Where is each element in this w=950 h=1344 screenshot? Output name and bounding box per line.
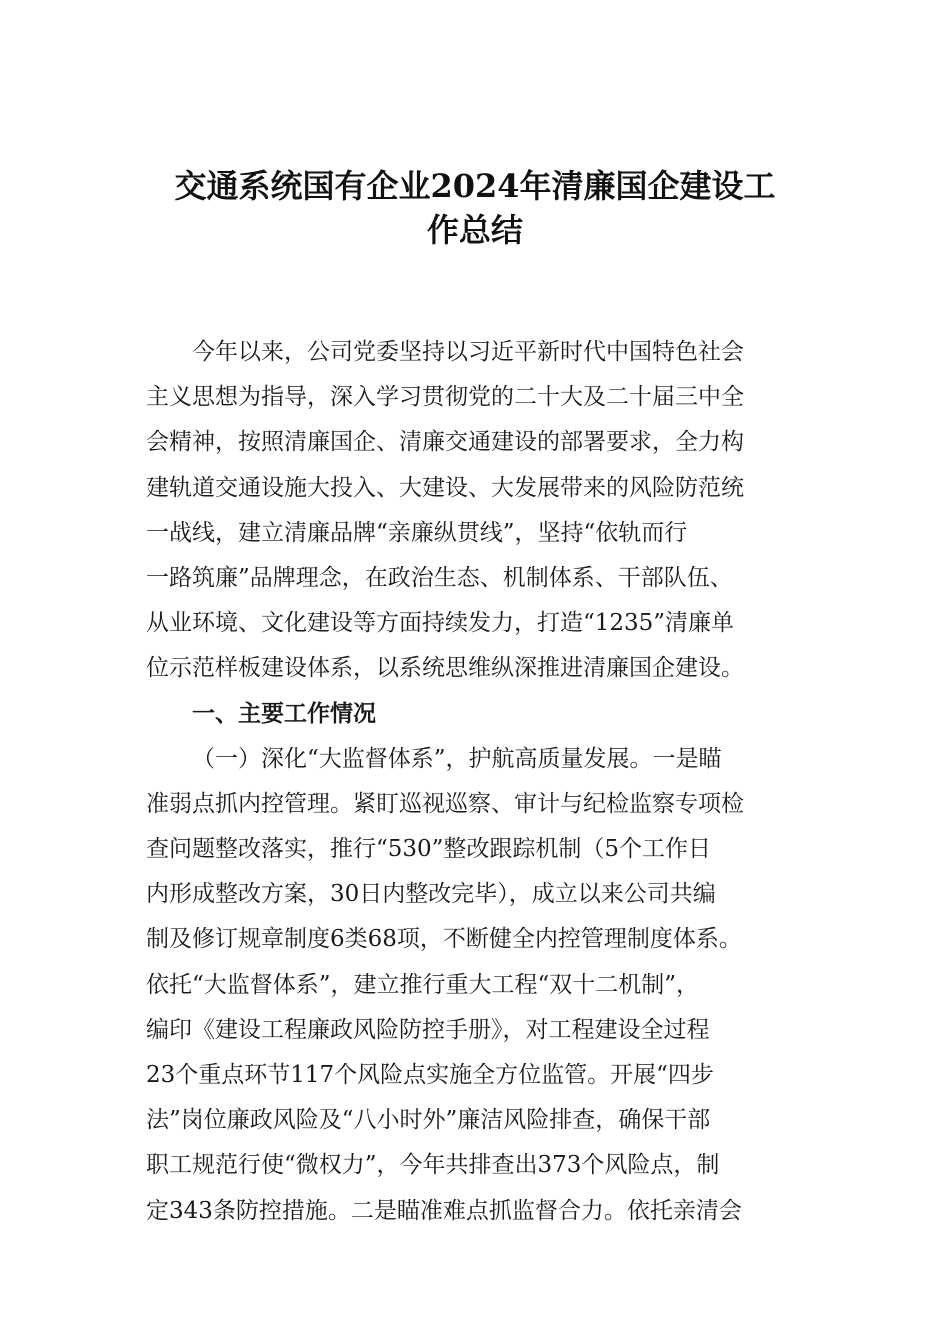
- paragraph-1-line-5: 一战线，建立清廉品牌“亲廉纵贯线”，坚持“依轨而行: [146, 519, 688, 546]
- paragraph-2-line-7: 编印《建设工程廉政风险防控手册》，对工程建设全过程: [146, 1016, 710, 1043]
- paragraph-2-line-1: （一）深化“大监督体系”，护航高质量发展。一是瞄: [192, 745, 722, 772]
- document-title-line-2: 作总结: [426, 211, 523, 249]
- paragraph-1-line-3: 会精神，按照清廉国企、清廉交通建设的部署要求，全力构: [146, 429, 744, 456]
- document-body: [146, 330, 810, 1234]
- document-title-line-1: 交通系统国有企业2024年清廉国企建设工: [174, 167, 776, 205]
- paragraph-2-line-3: 查问题整改落实，推行“530”整改跟踪机制（5个工作日: [146, 836, 712, 863]
- paragraph-1-line-7: 从业环境、文化建设等方面持续发力，打造“1235”清廉单: [146, 610, 735, 637]
- paragraph-1-line-1: 今年以来，公司党委坚持以习近平新时代中国特色社会: [192, 339, 744, 365]
- paragraph-2-line-9: 法”岗位廉政风险及“八小时外”廉洁风险排查，确保干部: [146, 1107, 711, 1134]
- paragraph-2-line-10: 职工规范行使“微权力”，今年共排查出373个风险点，制: [146, 1152, 720, 1179]
- paragraph-1-line-8: 位示范样板建设体系，以系统思维纵深推进清廉国企建设。: [146, 655, 744, 682]
- paragraph-2-line-6: 依托“大监督体系”，建立推行重大工程“双十二机制”，: [146, 971, 700, 998]
- paragraph-2-line-5: 制及修订规章制度6类68项，不断健全内控管理制度体系。: [146, 926, 742, 953]
- paragraph-2-line-11: 定343条防控措施。二是瞄准难点抓监督合力。依托亲清会: [146, 1197, 742, 1224]
- section-heading: 一、主要工作情况: [192, 700, 376, 727]
- paragraph-1-line-6: 一路筑廉”品牌理念，在政治生态、机制体系、干部队伍、: [146, 564, 733, 591]
- paragraph-1-line-2: 主义思想为指导，深入学习贯彻党的二十大及二十届三中全: [146, 384, 744, 411]
- paragraph-2-line-4: 内形成整改方案，30日内整改完毕），成立以来公司共编: [146, 881, 716, 908]
- paragraph-1-line-4: 建轨道交通设施大投入、大建设、大发展带来的风险防范统: [146, 474, 744, 501]
- paragraph-2-line-2: 准弱点抓内控管理。紧盯巡视巡察、审计与纪检监察专项检: [146, 790, 744, 817]
- paragraph-2-line-8: 23个重点环节117个风险点实施全方位监管。开展“四步: [146, 1062, 714, 1088]
